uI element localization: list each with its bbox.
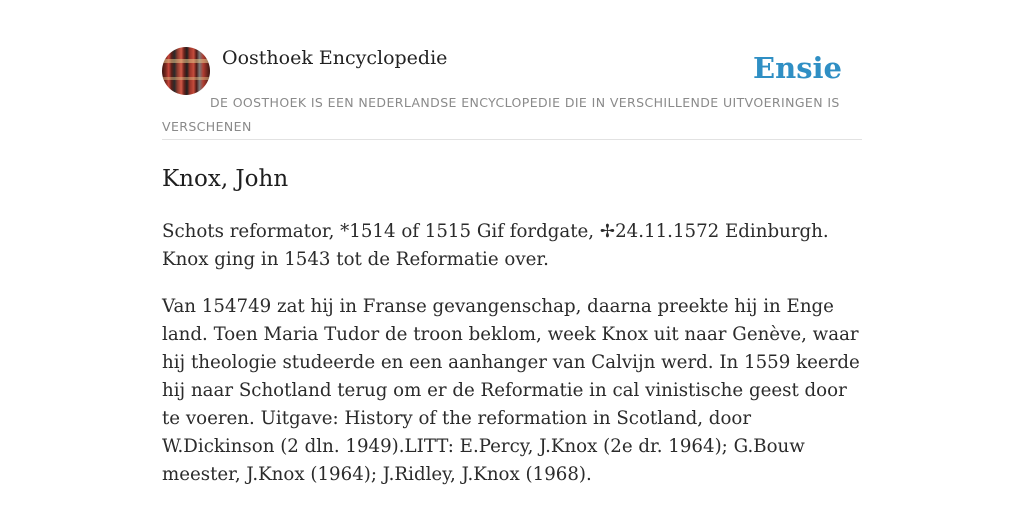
article xyxy=(162,160,866,508)
header-divider xyxy=(162,139,862,140)
ensie-logo-link[interactable]: Ensie xyxy=(753,51,842,85)
site-title[interactable]: Oosthoek Encyclopedie xyxy=(222,47,448,69)
article-paragraph-1: Schots reformator, *1514 of 1515 Gif fordgate, ✢24.11.1572 Edinburgh. Knox ging in 1543 tot de Reformatie over. xyxy=(162,221,829,270)
article-paragraph-2: Van 154749 zat hij in Franse gevangenschap, daarna preekte hij in Enge land. Toen Maria Tudor de troon beklom, week Knox uit naar Genève, waar hij theologie studeerde en een aanhanger van Calvijn werd. In 1559 keerde hij naar Schotland terug om er de Reformatie in cal vinistische geest door te voeren. Uitgave: History of the reformation in Scotland, door W.Dickinson (2 dln. 1949).LITT: E.Percy, J.Knox (2e dr. 1964); G.Bouw meester, J.Knox (1964); J.Ridley, J.Knox (1968). xyxy=(162,296,860,485)
site-tagline: DE OOSTHOEK IS EEN NEDERLANDSE ENCYCLOPEDIE DIE IN VERSCHILLENDE UITVOERINGEN IS VERSCHENEN xyxy=(162,95,840,134)
site-header xyxy=(162,45,862,140)
encyclopedia-books-icon[interactable] xyxy=(162,47,210,95)
article-title: Knox, John xyxy=(162,166,289,192)
